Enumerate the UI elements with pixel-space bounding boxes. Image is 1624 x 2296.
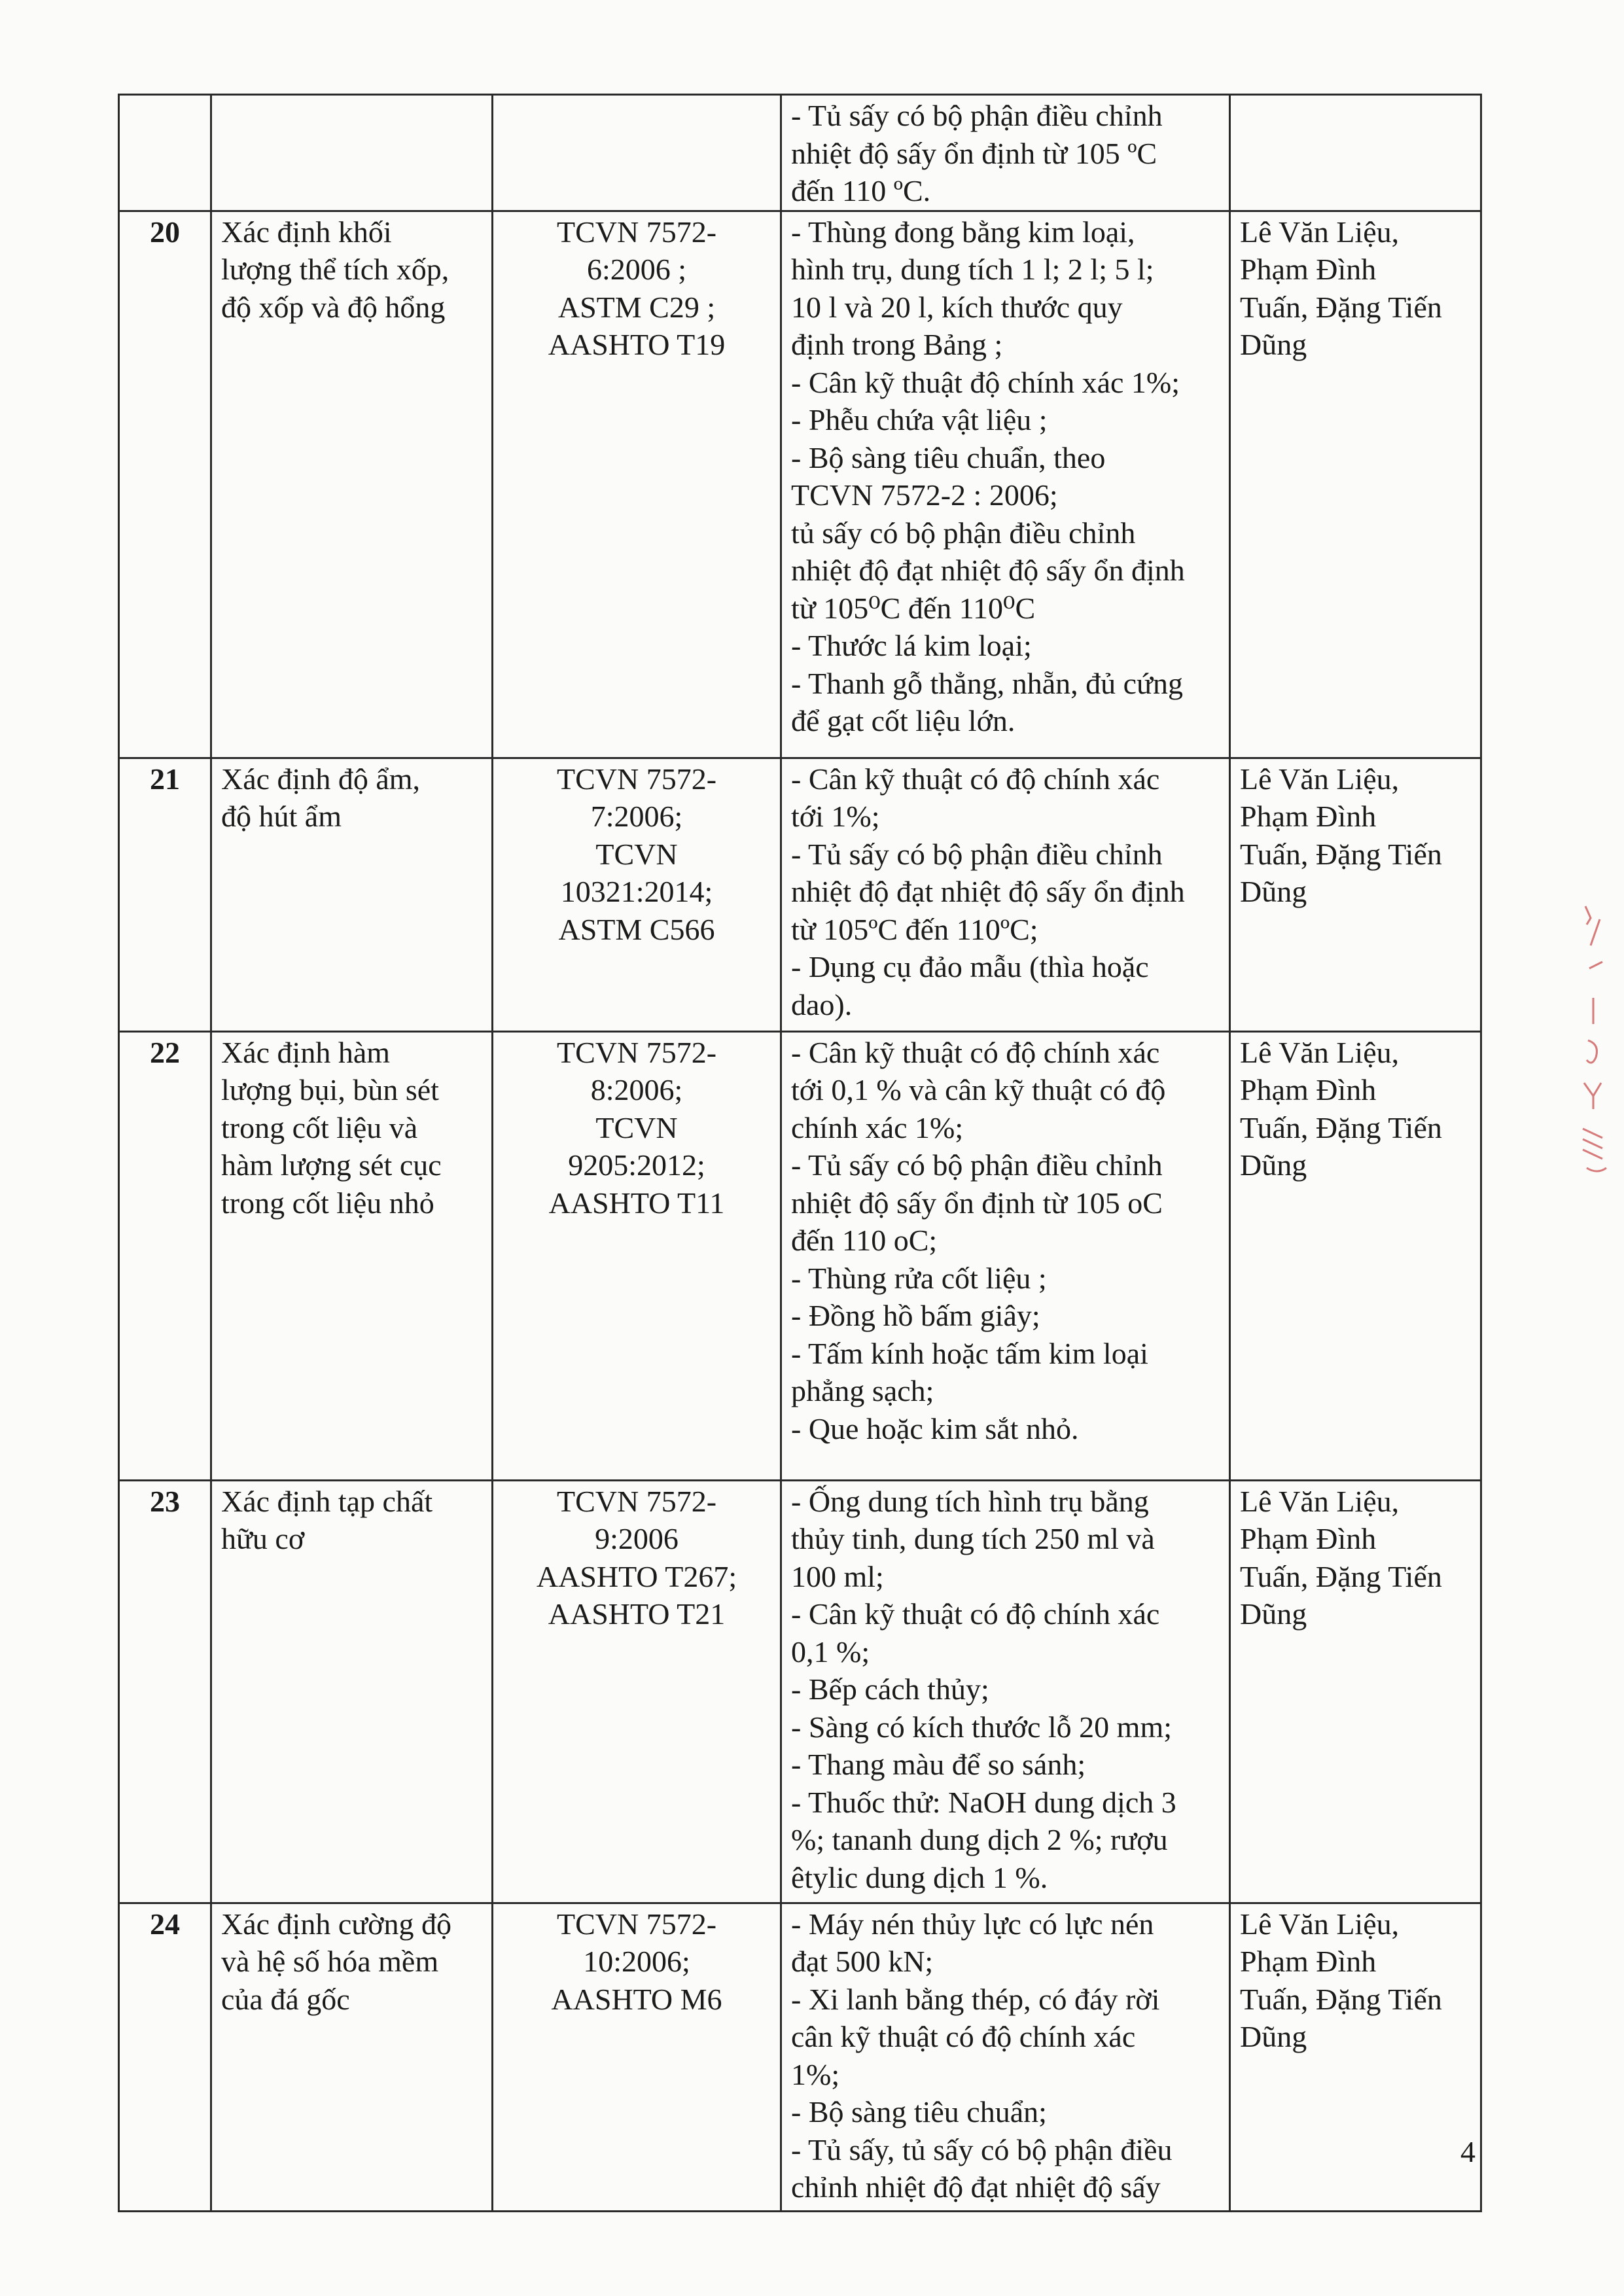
row-number-cell: 20 — [119, 211, 211, 758]
equipment-cell — [781, 1031, 1230, 1480]
test-name-cell-line: hàm lượng sét cục — [221, 1148, 442, 1182]
equipment-cell-line: - Thang màu để so sánh; — [791, 1748, 1086, 1781]
equipment-cell-line: - Thùng đong bằng kim loại, — [791, 215, 1135, 249]
equipment-cell-line: - Thanh gỗ thẳng, nhẵn, đủ cứng — [791, 666, 1183, 700]
standard-cell-line: AASHTO T21 — [548, 1597, 726, 1631]
equipment-cell-line: - Tủ sấy có bộ phận điều chỉnh — [791, 837, 1163, 871]
test-name-cell-line: Xác định hàm — [221, 1035, 391, 1069]
persons-cell-line: Phạm Đình — [1240, 1522, 1377, 1555]
equipment-cell — [781, 1903, 1230, 2211]
test-name-cell — [211, 211, 493, 758]
standard-cell-line: AASHTO T19 — [548, 328, 726, 361]
persons-cell — [1230, 95, 1481, 211]
test-name-cell-line: lượng thể tích xốp, — [221, 253, 450, 286]
standard-cell — [493, 95, 781, 211]
equipment-cell-line: - Dụng cụ đảo mẫu (thìa hoặc — [791, 950, 1149, 983]
equipment-cell-line: để gạt cốt liệu lớn. — [791, 704, 1015, 737]
equipment-cell-line: - Tủ sấy có bộ phận điều chỉnh — [791, 1148, 1163, 1182]
equipment-cell-line: thủy tinh, dung tích 250 ml và — [791, 1522, 1155, 1555]
standard-cell-line: 9:2006 — [595, 1522, 679, 1555]
test-name-cell-line: Xác định tạp chất — [221, 1484, 433, 1518]
equipment-cell-line: - Máy nén thủy lực có lực nén — [791, 1907, 1154, 1941]
page-number: 4 — [1460, 2135, 1475, 2168]
equipment-cell-line: nhiệt độ sấy ổn định từ 105 oC — [791, 1186, 1163, 1220]
persons-cell-line: Dũng — [1240, 1597, 1307, 1631]
test-name-cell-line: trong cốt liệu và — [221, 1110, 418, 1144]
equipment-cell-line: định trong Bảng ; — [791, 328, 1003, 361]
table-row — [119, 1903, 1481, 2211]
persons-cell-line: Tuấn, Đặng Tiến — [1240, 290, 1442, 324]
equipment-cell-line: - Cân kỹ thuật độ chính xác 1%; — [791, 365, 1180, 399]
persons-cell — [1230, 1031, 1481, 1480]
equipment-cell — [781, 95, 1230, 211]
standard-cell-line: 10321:2014; — [560, 875, 713, 908]
row-number-cell: 24 — [119, 1903, 211, 2211]
standard-cell-line: 6:2006 ; — [586, 253, 687, 286]
equipment-cell-line: đến 110 oC; — [791, 1224, 938, 1257]
equipment-cell-line: - Cân kỹ thuật có độ chính xác — [791, 1597, 1160, 1631]
equipment-cell-line: - Cân kỹ thuật có độ chính xác — [791, 762, 1160, 796]
persons-cell — [1230, 758, 1481, 1031]
equipment-cell-line: - Bếp cách thủy; — [791, 1672, 989, 1706]
standard-cell-line: TCVN 7572- — [556, 215, 717, 249]
equipment-cell-line: - Sàng có kích thước lỗ 20 mm; — [791, 1710, 1173, 1744]
equipment-cell-line: phẳng sạch; — [791, 1374, 934, 1407]
persons-cell-line: Tuấn, Đặng Tiến — [1240, 1559, 1442, 1593]
test-name-cell-line: trong cốt liệu nhỏ — [221, 1186, 434, 1220]
equipment-cell-line: nhiệt độ đạt nhiệt độ sấy ổn định — [791, 875, 1185, 908]
equipment-cell — [781, 758, 1230, 1031]
row-number-cell — [119, 95, 211, 211]
persons-cell-line: Tuấn, Đặng Tiến — [1240, 837, 1442, 871]
persons-cell — [1230, 1903, 1481, 2211]
test-name-cell-line: độ xốp và độ hổng — [221, 290, 446, 324]
test-name-cell-line: và hệ số hóa mềm — [221, 1945, 439, 1978]
persons-cell-line: Dũng — [1240, 2020, 1307, 2053]
persons-cell — [1230, 1480, 1481, 1903]
persons-cell-line: Phạm Đình — [1240, 253, 1377, 286]
persons-cell-line: Phạm Đình — [1240, 1945, 1377, 1978]
standard-cell-line: TCVN 7572- — [556, 1907, 717, 1941]
standard-cell-line: TCVN 7572- — [556, 762, 717, 796]
standard-cell — [493, 1903, 781, 2211]
equipment-cell-line: %; tananh dung dịch 2 %; rượu — [791, 1823, 1168, 1856]
equipment-cell-line: TCVN 7572-2 : 2006; — [791, 478, 1058, 512]
equipment-cell-line: - Cân kỹ thuật có độ chính xác — [791, 1035, 1160, 1069]
equipment-cell-line: - Xi lanh bằng thép, có đáy rời — [791, 1982, 1160, 2016]
standard-cell-line: 7:2006; — [590, 800, 683, 833]
equipment-cell-line: đến 110 ºC. — [791, 174, 931, 207]
equipment-cell-line: tới 1%; — [791, 800, 880, 833]
persons-cell-line: Dũng — [1240, 875, 1307, 908]
equipment-cell-line: 10 l và 20 l, kích thước quy — [791, 290, 1123, 324]
equipment-cell-line: hình trụ, dung tích 1 l; 2 l; 5 l; — [791, 253, 1154, 286]
test-name-cell-line: độ hút ẩm — [221, 800, 342, 833]
test-name-cell — [211, 1031, 493, 1480]
test-name-cell-line: lượng bụi, bùn sét — [221, 1073, 439, 1106]
standard-cell-line: AASHTO T11 — [548, 1186, 725, 1220]
row-number-cell: 21 — [119, 758, 211, 1031]
test-name-cell-line: Xác định cường độ — [221, 1907, 452, 1941]
equipment-cell-line: tới 0,1 % và cân kỹ thuật có độ — [791, 1073, 1166, 1106]
persons-cell-line: Dũng — [1240, 1148, 1307, 1182]
equipment-cell-line: dao). — [791, 987, 853, 1021]
equipment-cell-line: nhiệt độ sấy ổn định từ 105 ºC — [791, 136, 1157, 170]
persons-cell-line: Phạm Đình — [1240, 800, 1377, 833]
standard-cell-line: 9205:2012; — [568, 1148, 705, 1182]
standard-cell — [493, 758, 781, 1031]
equipment-cell-line: từ 105⁰C đến 110⁰C — [791, 591, 1036, 625]
test-name-cell-line: Xác định khối — [221, 215, 392, 249]
standard-cell — [493, 211, 781, 758]
persons-cell — [1230, 211, 1481, 758]
test-name-cell — [211, 95, 493, 211]
equipment-cell-line: - Thước lá kim loại; — [791, 629, 1032, 662]
standard-cell-line: AASHTO T267; — [536, 1559, 737, 1593]
equipment-cell-line: - Thùng rửa cốt liệu ; — [791, 1261, 1047, 1295]
table-row — [119, 758, 1481, 1031]
equipment-cell — [781, 211, 1230, 758]
test-name-cell-line: hữu cơ — [221, 1522, 305, 1555]
equipment-cell-line: chỉnh nhiệt độ đạt nhiệt độ sấy — [791, 2170, 1161, 2204]
standard-cell-line: ASTM C566 — [558, 912, 715, 946]
persons-cell-line: Phạm Đình — [1240, 1073, 1377, 1106]
equipment-cell-line: - Tủ sấy, tủ sấy có bộ phận điều — [791, 2132, 1173, 2166]
persons-cell-line: Lê Văn Liệu, — [1240, 1907, 1400, 1941]
equipment-cell-line: êtylic dung dịch 1 %. — [791, 1860, 1048, 1894]
equipment-cell-line: - Thuốc thử: NaOH dung dịch 3 — [791, 1785, 1176, 1819]
equipment-cell-line: 0,1 %; — [791, 1634, 870, 1669]
equipment-cell-line: 100 ml; — [791, 1559, 884, 1593]
equipment-cell-line: đạt 500 kN; — [791, 1945, 934, 1978]
equipment-cell-line: - Bộ sàng tiêu chuẩn, theo — [791, 440, 1106, 474]
equipment-cell-line: tủ sấy có bộ phận điều chỉnh — [791, 516, 1136, 550]
equipment-cell-line: - Ống dung tích hình trụ bằng — [791, 1484, 1149, 1518]
standard-cell-line: AASHTO M6 — [551, 1982, 722, 2016]
standard-cell — [493, 1480, 781, 1903]
persons-cell-line: Dũng — [1240, 328, 1307, 361]
test-name-cell — [211, 1480, 493, 1903]
standard-cell-line: TCVN 7572- — [556, 1035, 717, 1069]
standard-cell — [493, 1031, 781, 1480]
equipment-cell-line: - Bộ sàng tiêu chuẩn; — [791, 2095, 1047, 2128]
equipment-cell-line: - Đồng hồ bấm giây; — [791, 1299, 1040, 1332]
standard-cell-line: 8:2006; — [590, 1073, 683, 1106]
test-name-cell — [211, 1903, 493, 2211]
standard-cell-line: 10:2006; — [583, 1945, 690, 1978]
persons-cell-line: Lê Văn Liệu, — [1240, 1035, 1400, 1069]
equipment-cell-line: 1%; — [791, 2057, 840, 2091]
row-number-cell: 23 — [119, 1480, 211, 1903]
standard-cell-line: TCVN — [595, 1110, 678, 1144]
equipment-cell-line: chính xác 1%; — [791, 1110, 964, 1144]
table-row — [119, 95, 1481, 211]
persons-cell-line: Tuấn, Đặng Tiến — [1240, 1110, 1442, 1144]
red-stamp-mark — [1574, 900, 1614, 1181]
equipment-cell-line: - Que hoặc kim sắt nhỏ. — [791, 1411, 1079, 1445]
persons-cell-line: Tuấn, Đặng Tiến — [1240, 1982, 1442, 2016]
row-number-cell: 22 — [119, 1031, 211, 1480]
table-row — [119, 1031, 1481, 1480]
table-row — [119, 1480, 1481, 1903]
equipment-cell — [781, 1480, 1230, 1903]
equipment-cell-line: nhiệt độ đạt nhiệt độ sấy ổn định — [791, 554, 1185, 587]
test-name-cell — [211, 758, 493, 1031]
persons-cell-line: Lê Văn Liệu, — [1240, 215, 1400, 249]
equipment-cell-line: cân kỹ thuật có độ chính xác — [791, 2020, 1136, 2053]
persons-cell-line: Lê Văn Liệu, — [1240, 1484, 1400, 1518]
table-row — [119, 211, 1481, 758]
equipment-cell-line: - Tủ sấy có bộ phận điều chỉnh — [791, 99, 1163, 132]
standard-cell-line: TCVN — [595, 837, 678, 871]
standard-cell-line: TCVN 7572- — [556, 1484, 717, 1518]
equipment-cell-line: - Tấm kính hoặc tấm kim loại — [791, 1336, 1148, 1370]
equipment-table — [118, 94, 1482, 2212]
equipment-cell-line: - Phễu chứa vật liệu ; — [791, 403, 1048, 436]
equipment-cell-line: từ 105ºC đến 110ºC; — [791, 912, 1038, 946]
test-name-cell-line: Xác định độ ẩm, — [221, 762, 421, 796]
standard-cell-line: ASTM C29 ; — [557, 290, 716, 324]
persons-cell-line: Lê Văn Liệu, — [1240, 762, 1400, 796]
test-name-cell-line: của đá gốc — [221, 1982, 350, 2016]
